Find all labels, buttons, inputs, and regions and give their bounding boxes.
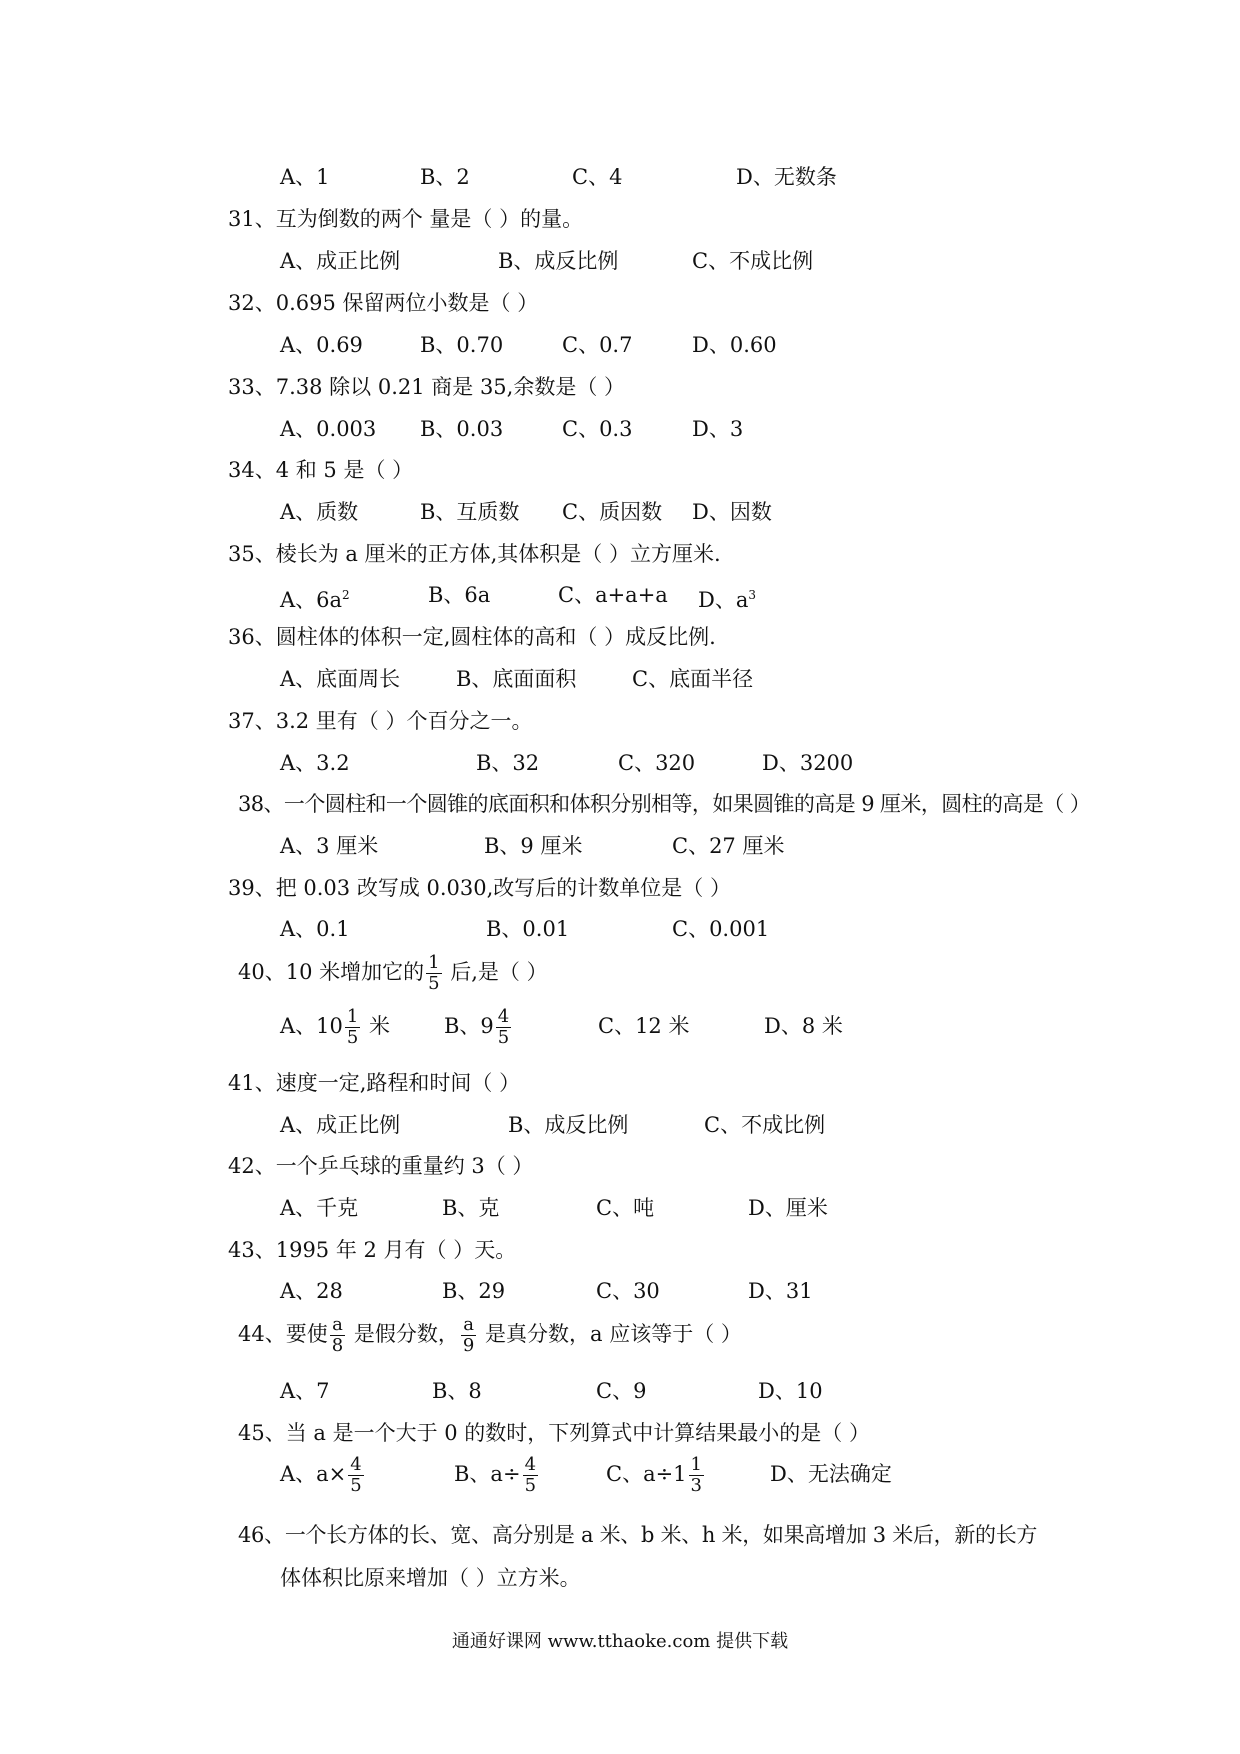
q30-option-d: D、无数条 — [736, 165, 837, 189]
q31-option-c: C、不成比例 — [692, 249, 814, 273]
q44-fraction-2-denominator: 9 — [462, 1335, 475, 1356]
q35-option-b: B、6a — [428, 583, 491, 607]
q44-question — [238, 1312, 742, 1356]
q39-option-c: C、0.001 — [672, 917, 770, 941]
q40-fraction — [426, 953, 441, 994]
q34-question: 34、4 和 5 是（ ） — [228, 458, 414, 482]
q37-question: 37、3.2 里有（ ）个百分之一。 — [228, 709, 533, 733]
q44-fraction-2-numerator: a — [463, 1314, 474, 1335]
q40-option-c: C、12 米 — [598, 1014, 690, 1038]
q35-option-c: C、a+a+a — [558, 583, 668, 607]
q45-option-b — [454, 1452, 540, 1496]
q45-option-b-pre: B、a÷ — [454, 1462, 521, 1486]
q44-fraction-1-denominator: 8 — [331, 1335, 344, 1356]
q45-option-c-pre: C、a÷1 — [606, 1462, 687, 1486]
q40-option-b-fraction — [496, 1007, 511, 1048]
q34-option-d: D、因数 — [692, 500, 772, 524]
q36-option-c: C、底面半径 — [632, 667, 754, 691]
q40-text-post: 后,是（ ） — [443, 960, 548, 984]
page-footer: 通通好课网 www.tthaoke.com 提供下载 — [451, 1631, 789, 1652]
q37-option-c: C、320 — [618, 751, 696, 775]
q45-option-d: D、无法确定 — [770, 1462, 892, 1486]
q31-option-a: A、成正比例 — [280, 249, 401, 273]
q30-option-a: A、1 — [280, 165, 330, 189]
q45-option-c — [606, 1452, 706, 1496]
q33-question: 33、7.38 除以 0.21 商是 35,余数是（ ） — [228, 375, 626, 399]
q44-fraction-1 — [330, 1315, 345, 1356]
q45-option-a-fraction — [348, 1455, 363, 1496]
q36-question: 36、圆柱体的体积一定,圆柱体的高和（ ）成反比例. — [228, 625, 716, 649]
q33-option-d: D、3 — [692, 417, 744, 441]
q35-option-a-base: A、6a — [280, 588, 343, 612]
q41-option-b: B、成反比例 — [508, 1113, 629, 1137]
q41-option-c: C、不成比例 — [704, 1113, 826, 1137]
q45-option-a-pre: A、a× — [280, 1462, 347, 1486]
q32-question: 32、0.695 保留两位小数是（ ） — [228, 291, 539, 315]
q42-option-b: B、克 — [442, 1196, 500, 1220]
q41-question: 41、速度一定,路程和时间（ ） — [228, 1071, 521, 1095]
q35-option-a-exponent: 2 — [342, 588, 350, 602]
q32-option-a: A、0.69 — [280, 333, 363, 357]
q37-option-a: A、3.2 — [280, 751, 350, 775]
q36-option-b: B、底面面积 — [456, 667, 577, 691]
q40-text-pre: 40、10 米增加它的 — [238, 960, 425, 984]
q44-option-c: C、9 — [596, 1379, 647, 1403]
q30-option-c: C、4 — [572, 165, 623, 189]
q40-option-a-post: 米 — [362, 1014, 391, 1038]
q30-option-b: B、2 — [420, 165, 470, 189]
q45-option-c-numerator: 1 — [690, 1454, 702, 1475]
q39-option-b: B、0.01 — [486, 917, 570, 941]
q44-option-a: A、7 — [280, 1379, 330, 1403]
q31-option-b: B、成反比例 — [498, 249, 619, 273]
q43-question: 43、1995 年 2 月有（ ）天。 — [228, 1238, 517, 1262]
q40-option-a-numerator: 1 — [346, 1006, 359, 1027]
q45-option-a-denominator: 5 — [350, 1475, 362, 1496]
q44-text-post: 是真分数，a 应该等于（ ） — [478, 1322, 742, 1346]
q40-option-a-fraction — [345, 1007, 360, 1048]
q34-option-b: B、互质数 — [420, 500, 520, 524]
q45-option-b-fraction — [523, 1455, 538, 1496]
q35-option-a — [280, 580, 350, 615]
q40-option-a — [280, 1004, 390, 1048]
q40-option-b-pre: B、9 — [444, 1014, 494, 1038]
q34-option-a: A、质数 — [280, 500, 359, 524]
q40-fraction-denominator: 5 — [428, 973, 440, 994]
q40-option-b-denominator: 5 — [497, 1027, 510, 1048]
q39-option-a: A、0.1 — [280, 917, 350, 941]
q44-fraction-2 — [461, 1315, 476, 1356]
q45-option-c-denominator: 3 — [690, 1475, 702, 1496]
q46-question-line-2: 体体积比原来增加（ ）立方米。 — [280, 1566, 581, 1590]
q40-question — [238, 950, 548, 994]
q37-option-d: D、3200 — [762, 751, 854, 775]
q45-option-a-numerator: 4 — [350, 1454, 362, 1475]
q40-option-d: D、8 米 — [764, 1014, 843, 1038]
q32-option-c: C、0.7 — [562, 333, 633, 357]
q41-option-a: A、成正比例 — [280, 1113, 401, 1137]
q40-option-a-pre: A、10 — [280, 1014, 343, 1038]
q42-option-c: C、吨 — [596, 1196, 655, 1220]
q45-option-c-fraction — [689, 1455, 704, 1496]
q35-option-d-base: D、a — [698, 588, 749, 612]
q43-option-b: B、29 — [442, 1279, 506, 1303]
q35-option-d — [698, 580, 756, 615]
q44-fraction-1-numerator: a — [332, 1314, 343, 1335]
q40-option-b-numerator: 4 — [497, 1006, 510, 1027]
q33-option-b: B、0.03 — [420, 417, 504, 441]
q46-question-line-1: 46、一个长方体的长、宽、高分别是 a 米、b 米、h 米，如果高增加 3 米后，新的长方 — [238, 1523, 1038, 1547]
q42-question: 42、一个乒乓球的重量约 3（ ） — [228, 1154, 534, 1178]
q42-option-d: D、厘米 — [748, 1196, 828, 1220]
q45-question: 45、当 a 是一个大于 0 的数时，下列算式中计算结果最小的是（ ） — [238, 1421, 870, 1445]
q44-option-b: B、8 — [432, 1379, 482, 1403]
q40-fraction-numerator: 1 — [428, 952, 440, 973]
q39-question: 39、把 0.03 改写成 0.030,改写后的计数单位是（ ） — [228, 876, 731, 900]
q42-option-a: A、千克 — [280, 1196, 359, 1220]
q37-option-b: B、32 — [476, 751, 540, 775]
q38-option-c: C、27 厘米 — [672, 834, 785, 858]
q35-question: 35、棱长为 a 厘米的正方体,其体积是（ ）立方厘米. — [228, 542, 721, 566]
q45-option-a — [280, 1452, 366, 1496]
q40-option-a-denominator: 5 — [346, 1027, 359, 1048]
q38-question: 38、一个圆柱和一个圆锥的底面积和体积分别相等，如果圆锥的高是 9 厘米，圆柱的高是（ ） — [238, 792, 1091, 816]
q45-option-b-denominator: 5 — [524, 1475, 537, 1496]
q32-option-d: D、0.60 — [692, 333, 777, 357]
q33-option-c: C、0.3 — [562, 417, 633, 441]
q45-option-b-numerator: 4 — [524, 1454, 537, 1475]
q43-option-d: D、31 — [748, 1279, 813, 1303]
q36-option-a: A、底面周长 — [280, 667, 401, 691]
q38-option-b: B、9 厘米 — [484, 834, 583, 858]
q40-option-b — [444, 1004, 513, 1048]
q34-option-c: C、质因数 — [562, 500, 663, 524]
q38-option-a: A、3 厘米 — [280, 834, 379, 858]
q33-option-a: A、0.003 — [280, 417, 377, 441]
q43-option-a: A、28 — [280, 1279, 343, 1303]
q35-option-d-exponent: 3 — [748, 588, 756, 602]
q44-text-mid: 是假分数， — [347, 1322, 459, 1346]
q31-question: 31、互为倒数的两个 量是（ ）的量。 — [228, 207, 584, 231]
q32-option-b: B、0.70 — [420, 333, 504, 357]
q43-option-c: C、30 — [596, 1279, 660, 1303]
q44-text-pre: 44、要使 — [238, 1322, 328, 1346]
q44-option-d: D、10 — [758, 1379, 823, 1403]
